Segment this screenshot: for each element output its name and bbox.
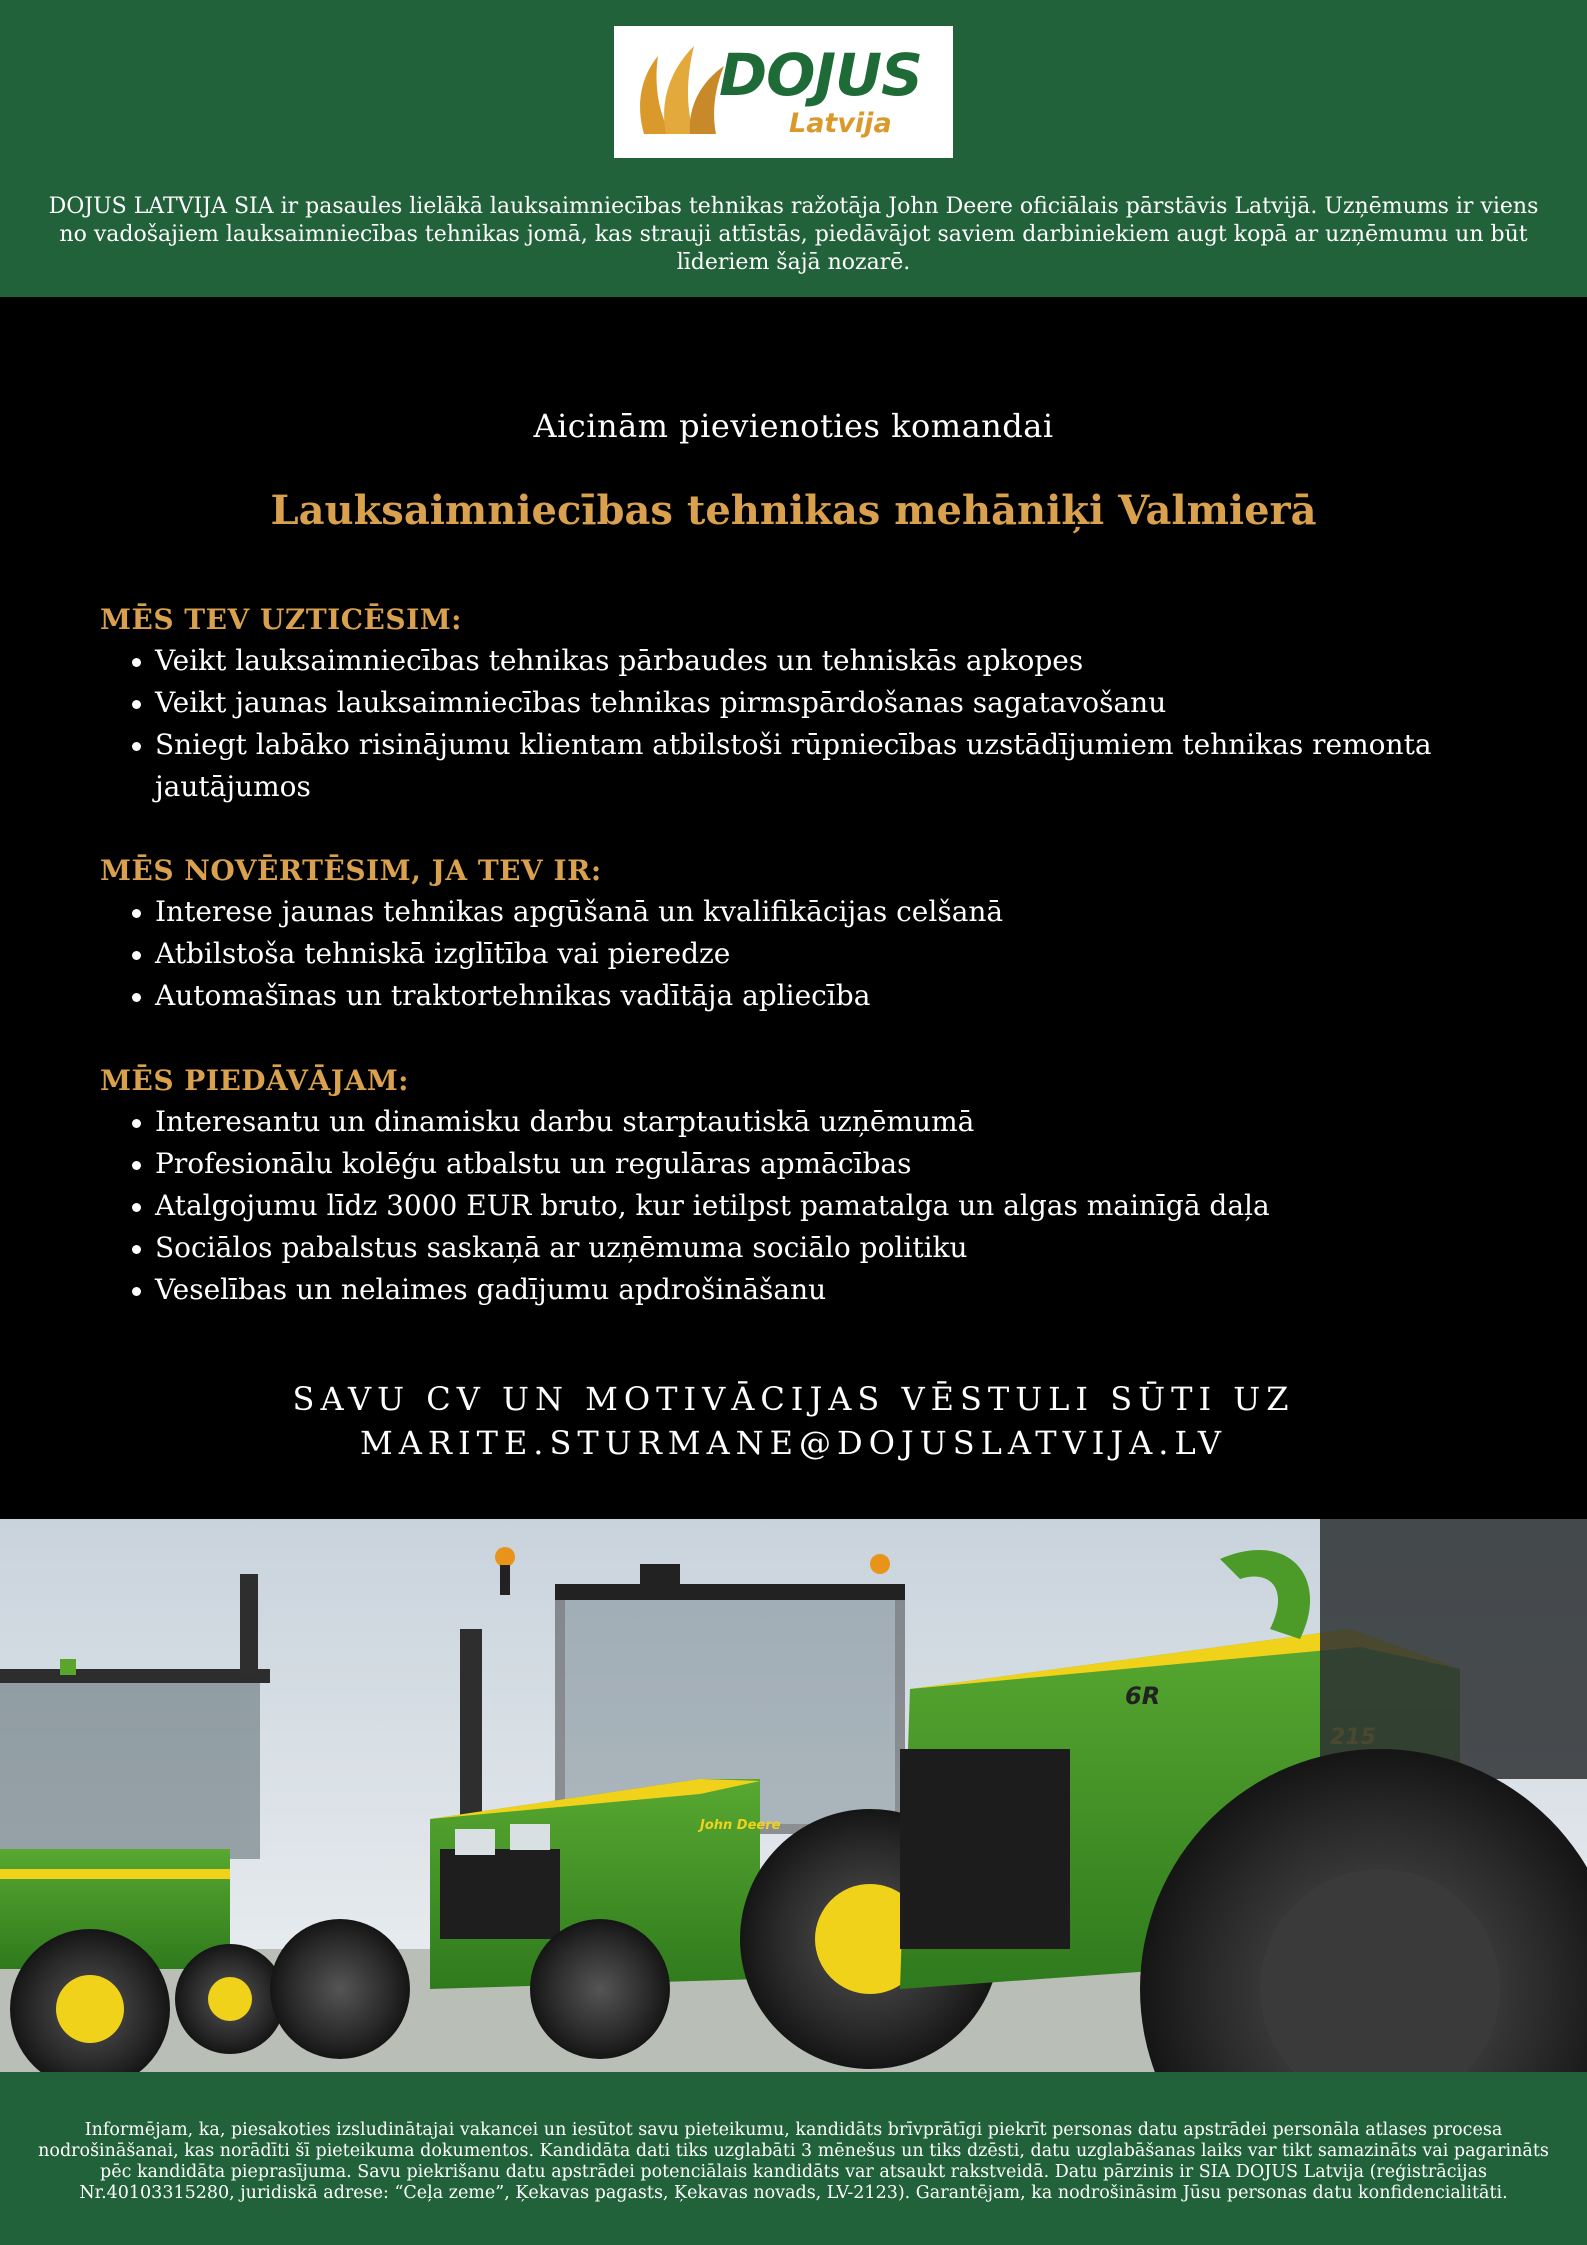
section-heading: MĒS PIEDĀVĀJAM: [100,1064,410,1097]
list-item: Veselības un nelaimes gadījumu apdrošināšanu [100,1269,1460,1311]
list-item: Interese jaunas tehnikas apgūšanā un kvalifikācijas celšanā [100,891,1460,933]
section-responsibilities [100,600,1460,808]
apply-email: MARITE.STURMANE@DOJUSLATVIJA.LV [359,1424,1228,1462]
list-item: Interesantu un dinamisku darbu starptautiskā uzņēmumā [100,1101,1460,1143]
section-heading: MĒS NOVĒRTĒSIM, JA TEV IR: [100,854,602,887]
apply-instructions [0,1377,1587,1465]
main-content [0,297,1587,1519]
header [0,0,1587,297]
model-badge-6r: 6R [1125,1682,1161,1710]
privacy-disclaimer: Informējam, ka, piesakoties izsludinātajai vakancei un iesūtot savu pieteikumu, kandidāts brīvprātīgi piekrīt personas datu apstrādei personāla atlases procesa nodrošināšanai, kas norādīti šī pieteikuma dokumentos. Kandidāta dati tiks uzglabāti 3 mēnešus un tiks dzēsti, datu uzglabāšanas laiks var tikt samazināts vai pagarināts pēc kandidāta pieprasījuma. Savu piekrišanu datu apstrādei potenciālais kandidāts var atsaukt rakstveidā. Datu pārzinis ir SIA DOJUS Latvija (reģistrācijas Nr.40103315280, juridiskā adrese: “Ceļa zeme”, Ķekavas pagasts, Ķekavas novads, LV-2123). Garantējam, ka nodrošināsim Jūsu personas datu konfidencialitāti. [38,2120,1549,2203]
logo-subtitle: Latvija [789,108,892,139]
list-item: Atalgojumu līdz 3000 EUR bruto, kur ietilpst pamatalga un algas mainīgā daļa [100,1185,1460,1227]
section-offer [100,1061,1460,1311]
apply-line: SAVU CV UN MOTIVĀCIJAS VĒSTULI SŪTI UZ [292,1380,1295,1418]
bullet-list [100,891,1460,1017]
list-item: Sociālos pabalstus saskaņā ar uzņēmuma sociālo politiku [100,1227,1460,1269]
footer [0,2072,1587,2245]
invite-line: Aicinām pievienoties komandai [533,407,1054,445]
company-intro: DOJUS LATVIJA SIA ir pasaules lielākā lauksaimniecības tehnikas ražotāja John Deere oficiālais pārstāvis Latvijā. Uzņēmums ir viens no vadošajiem lauksaimniecības tehnikas jomā, kas strauji attīstās, piedāvājot saviem darbiniekiem augt kopā ar uzņēmumu un būt līderiem šajā nozarē. [48,194,1539,275]
company-logo [614,26,953,158]
logo-wordmark: DOJUS [719,41,922,109]
list-item: Sniegt labāko risinājumu klientam atbilstoši rūpniecības uzstādījumiem tehnikas remonta jautājumos [100,724,1460,808]
list-item: Profesionālu kolēģu atbalstu un regulāras apmācības [100,1143,1460,1185]
bullet-list [100,1101,1460,1311]
bullet-list [100,640,1460,808]
list-item: Automašīnas un traktortehnikas vadītāja apliecība [100,975,1460,1017]
tractors-photo [0,1519,1587,2072]
section-requirements [100,851,1460,1017]
brand-decal: John Deere [700,1818,781,1833]
section-heading: MĒS TEV UZTICĒSIM: [100,603,463,636]
list-item: Veikt lauksaimniecības tehnikas pārbaudes un tehniskās apkopes [100,640,1460,682]
list-item: Atbilstoša tehniskā izglītība vai pieredze [100,933,1460,975]
job-title: Lauksaimniecības tehnikas mehāniķi Valmierā [270,487,1317,534]
tractors-illustration [0,1519,1587,2072]
list-item: Veikt jaunas lauksaimniecības tehnikas pirmspārdošanas sagatavošanu [100,682,1460,724]
